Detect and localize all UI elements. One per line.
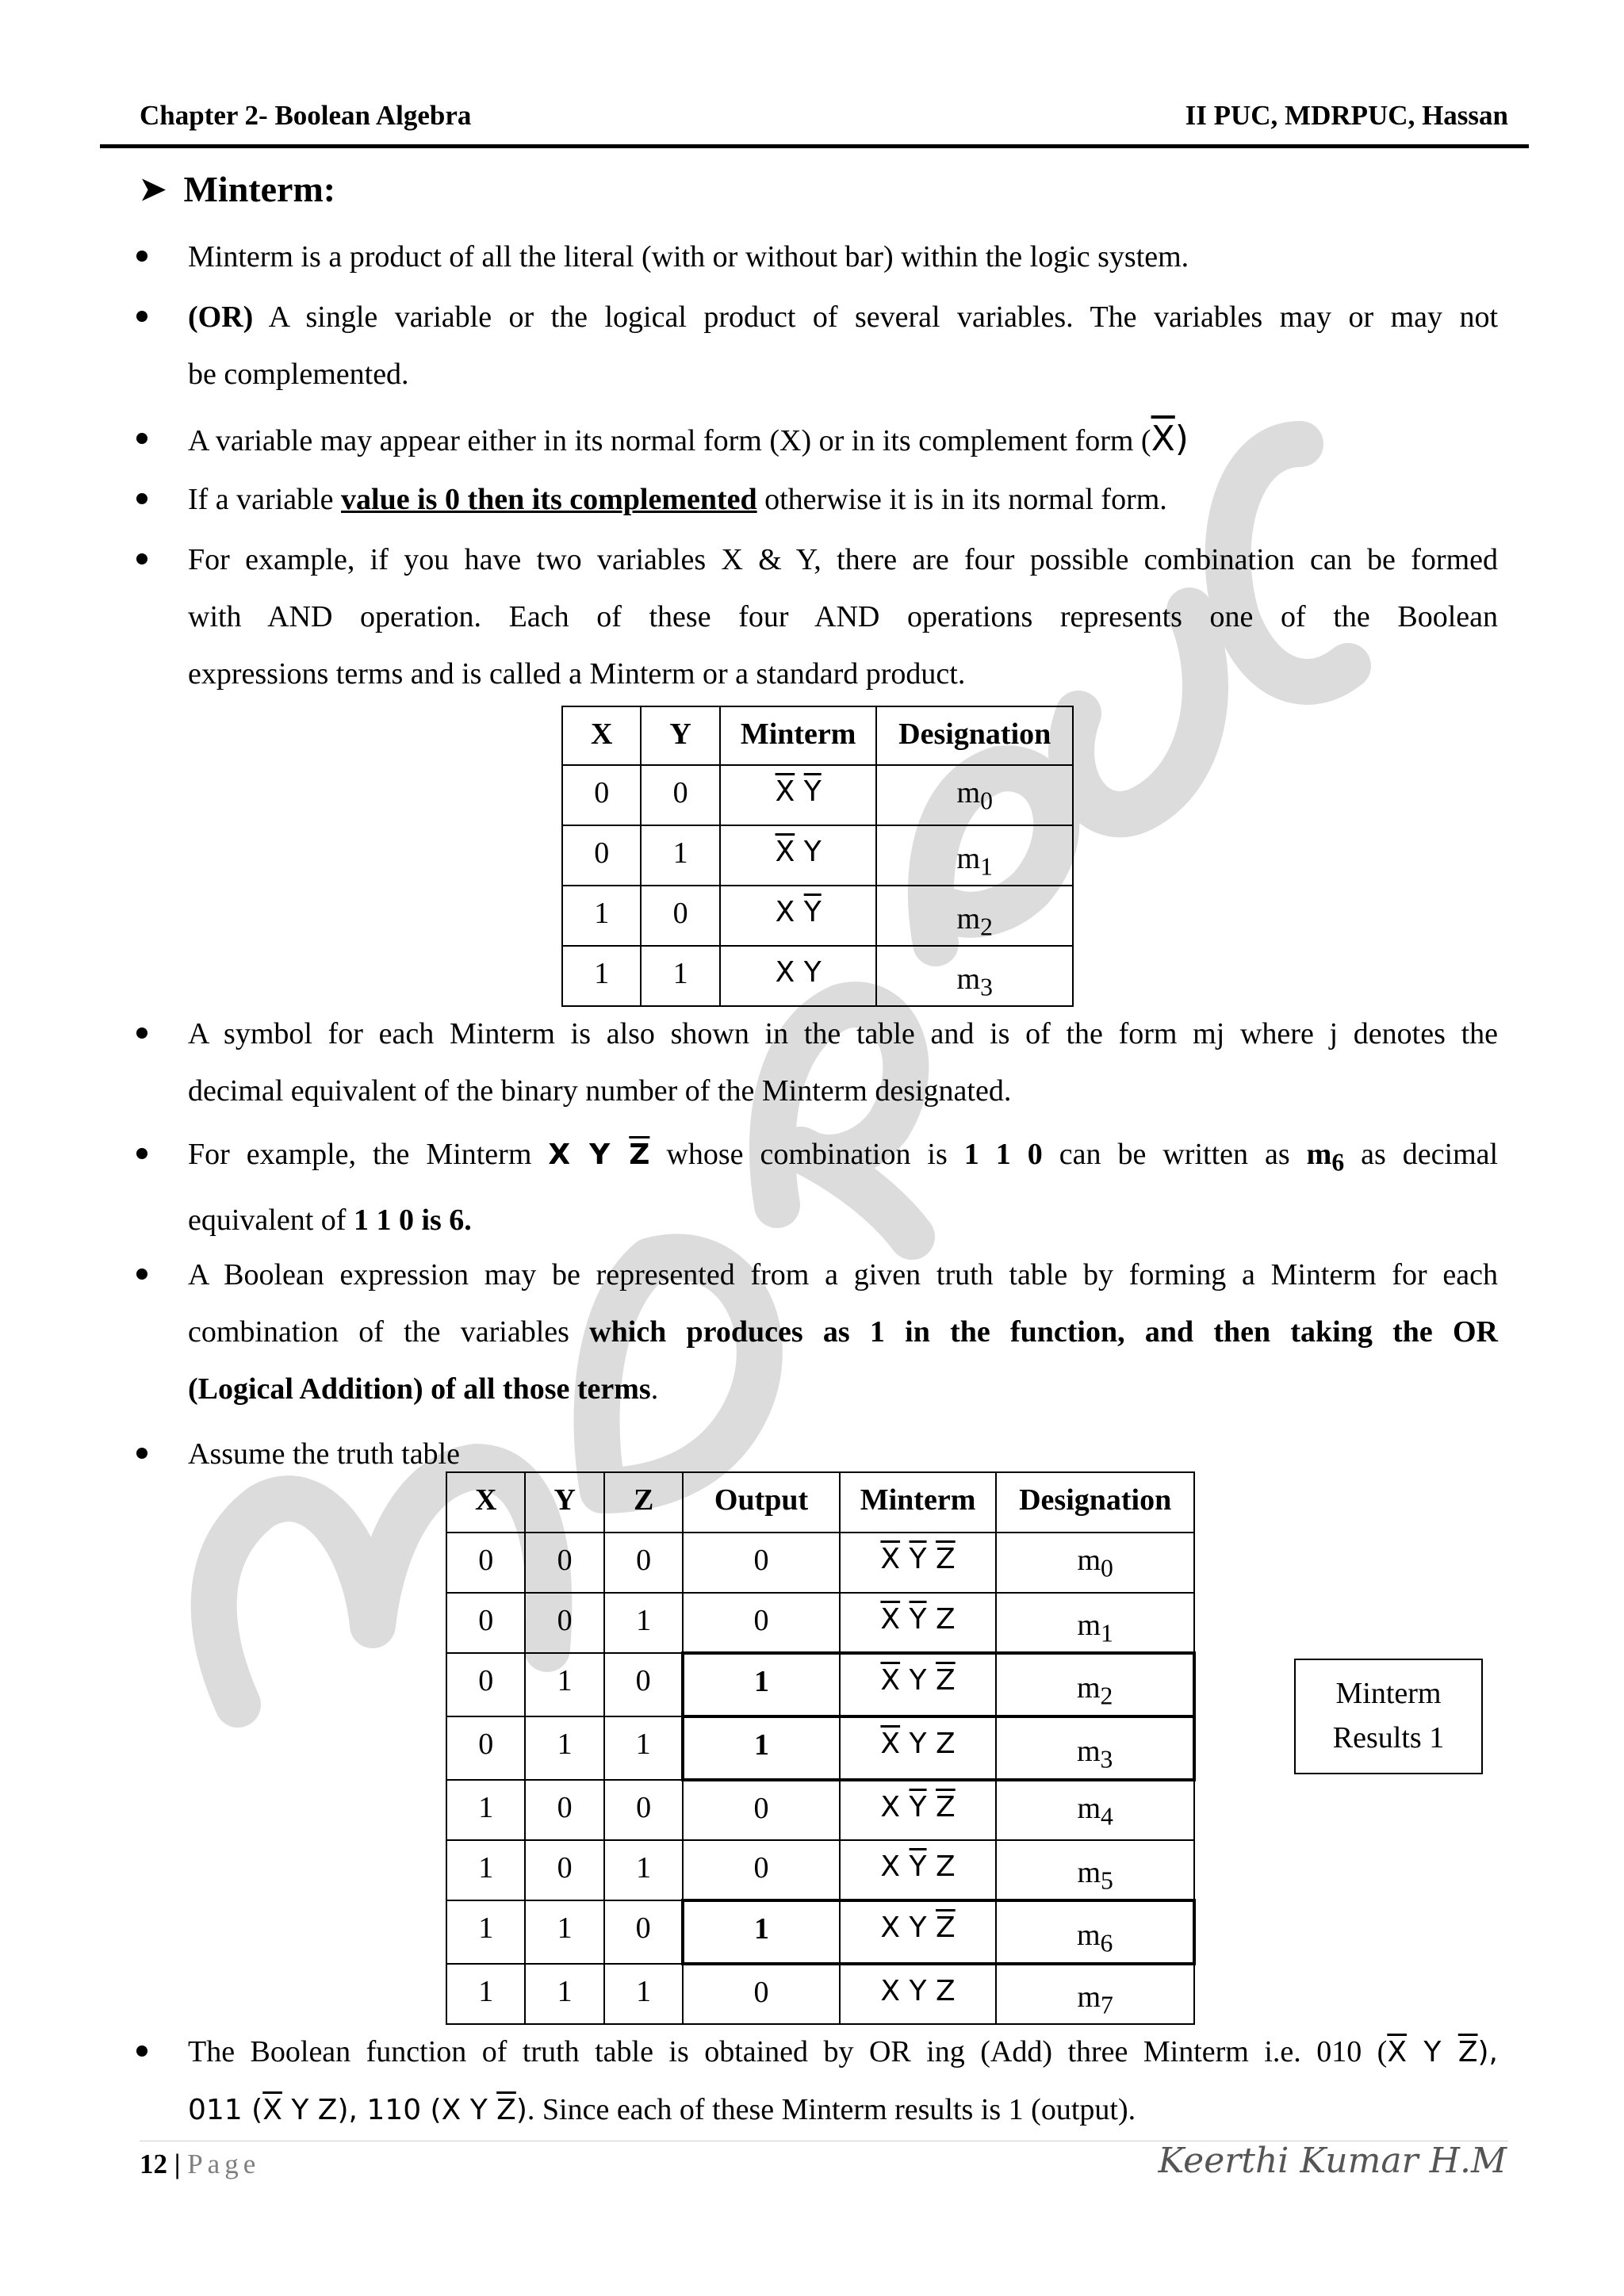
output-cell: 0 bbox=[683, 1533, 839, 1593]
output-cell: 0 bbox=[683, 1593, 839, 1653]
minterm-cell: X $\overline{Y}$ $\overline{Z}$ bbox=[840, 1780, 997, 1840]
designation-cell: $m_1$ bbox=[876, 825, 1073, 886]
table-row: 0 0 0 0 $\overline{X}$ $\overline{Y}$ $\overline{Z}$ $m_0$ bbox=[446, 1533, 1194, 1593]
paragraph-m6-example: For example, the Minterm X Y $\overline{Z}$ whose combination is 1 1 0 can be written as $m_6$ as decimal equivalent of 1 1 0 is 6. bbox=[188, 1138, 1499, 1237]
designation-cell: $m_1$ bbox=[996, 1593, 1194, 1653]
table-row: 0 1 0 1 $\overline{X}$ Y $\overline{Z}$ $m_2$ bbox=[446, 1653, 1194, 1716]
section-title-text: Minterm: bbox=[183, 169, 336, 209]
table-row: 0 0 $\overline{X}$ $\overline{Y}$ $m_0$ bbox=[562, 765, 1073, 825]
table-row: 1 0 0 0 X $\overline{Y}$ $\overline{Z}$ $m_4$ bbox=[446, 1780, 1194, 1840]
minterm-cell: $\overline{X}$ Y Z bbox=[840, 1716, 997, 1780]
paragraph-variable-forms: A variable may appear either in its normal form (X) or in its complement form $(\overline{X})$ bbox=[188, 419, 1189, 459]
paragraph-minterm-definition: Minterm is a product of all the literal (with or without bar) within the logic system. bbox=[188, 240, 1189, 274]
output-cell: 0 bbox=[683, 1840, 839, 1900]
table-row: 1 0 1 0 X $\overline{Y}$ Z $m_5$ bbox=[446, 1840, 1194, 1900]
college-name: II PUC, MDRPUC, Hassan bbox=[1185, 100, 1508, 131]
designation-cell: $m_5$ bbox=[996, 1840, 1194, 1900]
bullet-icon bbox=[136, 1027, 147, 1039]
col-header-y: Y bbox=[525, 1472, 603, 1533]
minterm-cell: X Y $\overline{Z}$ bbox=[840, 1900, 997, 1964]
table-row: 0 1 1 1 $\overline{X}$ Y Z $m_3$ bbox=[446, 1716, 1194, 1780]
page-number: 12 | Page bbox=[140, 2149, 261, 2179]
author-name: Keerthi Kumar H.M bbox=[1158, 2141, 1507, 2181]
bullet-icon bbox=[136, 251, 147, 262]
designation-cell: $m_2$ bbox=[876, 886, 1073, 946]
bullet-icon bbox=[136, 553, 147, 564]
col-header-y: Y bbox=[641, 706, 719, 765]
col-header-designation: Designation bbox=[876, 706, 1073, 765]
output-cell-highlighted: 1 bbox=[683, 1900, 839, 1964]
paragraph-boolean-function: The Boolean function of truth table is obtained by OR ing (Add) three Minterm i.e. 010 ($\overline{X}$ Y $\overline{Z}$), 011 ($\overline{X}$ Y Z), 110 (X Y $\overline{Z}$). Since each of these Minterm results is 1 (output). bbox=[188, 2035, 1498, 2126]
paragraph-assume-truth-table: Assume the truth table bbox=[188, 1437, 460, 1471]
col-header-x: X bbox=[446, 1472, 525, 1533]
header-divider bbox=[100, 144, 1529, 148]
paragraph-minterm-symbol: A symbol for each Minterm is also shown in the table and is of the form mj where j denotes the decimal equivalent of the binary number of the Minterm designated. bbox=[188, 1017, 1498, 1108]
table-row: 1 1 X Y $m_3$ bbox=[562, 946, 1073, 1006]
chapter-title: Chapter 2- Boolean Algebra bbox=[140, 100, 472, 131]
designation-cell: $m_0$ bbox=[996, 1533, 1194, 1593]
col-header-minterm: Minterm bbox=[840, 1472, 997, 1533]
col-header-z: Z bbox=[604, 1472, 683, 1533]
designation-cell: $m_6$ bbox=[996, 1900, 1194, 1964]
minterm-cell: X Y Z bbox=[840, 1964, 997, 2024]
col-header-x: X bbox=[562, 706, 641, 765]
minterm-results-callout: Minterm Results 1 bbox=[1294, 1659, 1483, 1774]
designation-cell: $m_0$ bbox=[876, 765, 1073, 825]
table-row: 1 1 1 0 X Y Z $m_7$ bbox=[446, 1964, 1194, 2024]
col-header-output: Output bbox=[683, 1472, 839, 1533]
col-header-designation: Designation bbox=[996, 1472, 1194, 1533]
paragraph-two-variable-example: For example, if you have two variables X & Y, there are four possible combination can be formed with AND operation. Each of these four AND operations represents one of the Boolean expressions terms and is called a Minterm or a standard product. bbox=[188, 543, 1498, 691]
table-row: 0 1 $\overline{X}$ Y $m_1$ bbox=[562, 825, 1073, 886]
paragraph-boolean-expression: A Boolean expression may be represented from a given truth table by forming a Minterm for each combination of the variables which produces as 1 in the function, and then taking the OR (Logical Addition) of all those terms. bbox=[188, 1258, 1498, 1406]
minterm-cell: $\overline{X}$ $\overline{Y}$ bbox=[720, 765, 877, 825]
designation-cell: $m_3$ bbox=[876, 946, 1073, 1006]
minterm-cell: $\overline{X}$ Y bbox=[720, 825, 877, 886]
three-variable-truth-table bbox=[446, 1471, 1196, 2025]
arrow-bullet-icon: ➤ bbox=[140, 171, 167, 207]
minterm-cell: $\overline{X}$ Y $\overline{Z}$ bbox=[840, 1653, 997, 1716]
output-cell: 0 bbox=[683, 1780, 839, 1840]
output-cell-highlighted: 1 bbox=[683, 1653, 839, 1716]
bullet-icon bbox=[136, 1269, 147, 1280]
paragraph-complement-rule: If a variable value is 0 then its complemented otherwise it is in its normal form. bbox=[188, 483, 1167, 516]
minterm-cell: X Y bbox=[720, 946, 877, 1006]
two-variable-minterm-table bbox=[561, 706, 1074, 1007]
bullet-icon bbox=[136, 2045, 147, 2057]
minterm-cell: X $\overline{Y}$ Z bbox=[840, 1840, 997, 1900]
designation-cell: $m_2$ bbox=[996, 1653, 1194, 1716]
page-header bbox=[140, 100, 1508, 132]
output-cell: 0 bbox=[683, 1964, 839, 2024]
table-row: 1 0 X $\overline{Y}$ $m_2$ bbox=[562, 886, 1073, 946]
output-cell-highlighted: 1 bbox=[683, 1716, 839, 1780]
table-row: 0 0 1 0 $\overline{X}$ $\overline{Y}$ Z $m_1$ bbox=[446, 1593, 1194, 1653]
table-row: 1 1 0 1 X Y $\overline{Z}$ $m_6$ bbox=[446, 1900, 1194, 1964]
paragraph-or-definition: (OR) A single variable or the logical product of several variables. The variables may or may not be complemented. bbox=[188, 300, 1499, 391]
designation-cell: $m_7$ bbox=[996, 1964, 1194, 2024]
designation-cell: $m_3$ bbox=[996, 1716, 1194, 1780]
bullet-icon bbox=[136, 433, 147, 444]
minterm-cell: $\overline{X}$ $\overline{Y}$ $\overline{Z}$ bbox=[840, 1533, 997, 1593]
minterm-cell: X $\overline{Y}$ bbox=[720, 886, 877, 946]
bullet-icon bbox=[136, 1448, 147, 1459]
minterm-cell: $\overline{X}$ $\overline{Y}$ Z bbox=[840, 1593, 997, 1653]
col-header-minterm: Minterm bbox=[720, 706, 877, 765]
bullet-icon bbox=[136, 311, 147, 322]
designation-cell: $m_4$ bbox=[996, 1780, 1194, 1840]
section-heading bbox=[140, 168, 335, 210]
bullet-icon bbox=[136, 493, 147, 504]
bullet-icon bbox=[136, 1148, 147, 1159]
